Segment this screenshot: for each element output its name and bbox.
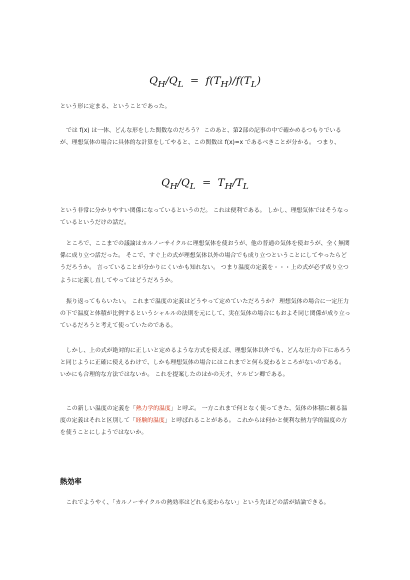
paragraph-2: では f(x) は一体、どんな形をした関数なのだろう？ このあと、第2部の記事の中で確かめるつもりでいるが、理想気体の場合に具体的な計算をしてやると、この関数は f(x)=x であるべきことが分かる。 つまり、 (60, 128, 342, 147)
equation-heat-ratio-function: $Q_H/Q_L = f(T_H)/f(T_L)$ (149, 75, 261, 91)
equation-heat-ratio-temperature: $Q_H/Q_L = T_H/T_L$ (161, 177, 249, 193)
term-thermodynamic-temperature: 熱力学的温度 (135, 406, 171, 412)
paragraph-5: 振り返ってもらいたい。 これまで温度の定義はどうやって定めていただろうか？ 理想気体の場合に一定圧力の下で温度と体積が比例するというシャルルの法則を元にして、実在気体の場合にもおよそ同じ関係が成り立っているだろうと考えて使っていたのである。 (60, 299, 351, 330)
paragraph-7-after: 」と呼ばれることがある。 これからは何かと便利な熱力学的温度の方を使うことにしようではないか。 (60, 418, 347, 437)
paragraph-7 (60, 403, 352, 440)
paragraph-6: しかし、上の式が絶対的に正しいと定めるような方式を使えば、理想気体以外でも、どんな圧力の下にあろうと同じように正確に使えるわけで、しかも理想気体の場合にはこれまでと何ら変わるところがないのである。 いかにも合理的な方法ではないか。 これを提案したのはかの天才、ケルビン卿である。 (60, 348, 352, 379)
paragraph-7-before: この新しい温度の定義を「 (66, 406, 136, 412)
paragraph-7-middle: 」と呼ぶ。 一方これまで何となく使ってきた、気体の体積に頼る温度の定義はそれと区別して「 (60, 406, 348, 425)
term-empirical-temperature: 経験的温度 (135, 418, 165, 425)
paragraph-4: ところで、ここまでの議論はカルノーサイクルに理想気体を使おうが、他の普通の気体を使おうが、全く無関係に成り立つ話だった。 そこで、すぐ上の式が理想気体以外の場合でも成り立つということにしてやったらどうだろうか。 言っていることが分かりにくいかも知れない。 つまり温度の定義を・・・上の式が必ず成り立つように定義し直してやってはどうだろうか。 (60, 241, 350, 284)
paragraph-1: という形に定まる、ということであった。 (60, 104, 171, 110)
section-heading: 熱効率 (60, 477, 82, 486)
paragraph-3: という非常に分かりやすい関係になっているというのだ。 これは便利である。 しかし、理想気体ではそうなっているというだけの話だ。 (60, 208, 349, 227)
paragraph-8: これでようやく、「カルノーサイクルの熱効率はどれも変わらない」という先ほどの話が結論できる。 (66, 500, 330, 506)
